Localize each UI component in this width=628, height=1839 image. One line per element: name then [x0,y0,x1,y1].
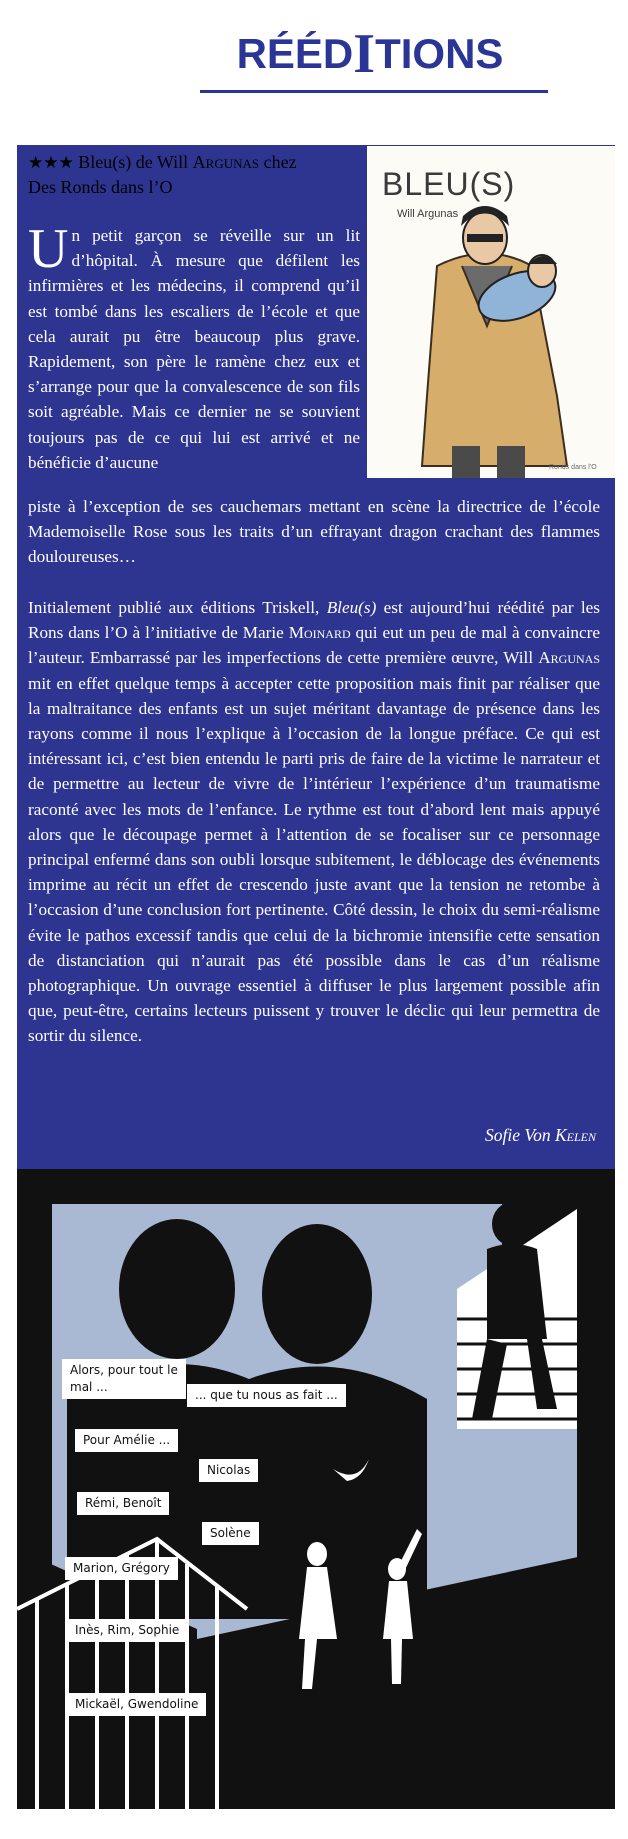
book-cover-image [367,146,615,478]
signature-last: Kelen [554,1125,596,1145]
author-name: Argunas [192,152,260,172]
section-title-part2: TIONS [375,30,504,77]
section-title [200,22,540,86]
review-signature [485,1125,596,1146]
comic-panel [17,1169,615,1809]
paragraph-1-top-text: n petit garçon se réveille sur un lit d’hôpital. À mesure que défilent les infirmières et les médecins, il comprend qu’il est tombé dans les escaliers de l’école et que cela aurait pu être beaucoup plus grave. Rapidement, son père le ramène chez eux et s’arrange pour que la convalescence de son fils soit agréable. Mais ce dernier ne se souvient toujours pas de ce qui lui est arrivé et ne bénéficie d’aucune [28,226,360,472]
review-paragraph-1-bottom: piste à l’exception de ses cauchemars mettant en scène la directrice de l’école Mademoiselle Rose sous les traits d’un effrayant dragon crachant des flammes douloureuses… [28,497,600,567]
comic-caption: Pour Amélie ... [75,1429,178,1452]
publisher-name: Des Ronds dans l’O [28,177,173,197]
review-paragraph-2 [28,595,600,1049]
para2-text-a: Initialement publié aux éditions Triskell, [28,598,327,617]
drop-cap: U [28,218,69,280]
review-paragraph-1-top [28,218,360,475]
title-underline [200,90,548,93]
section-title-big-letter: I [353,23,376,85]
comic-caption: Marion, Grégory [65,1557,178,1580]
para2-text-d: mit en effet quelque temps à accepter cette proposition mais finit par réaliser que la maltraitance des enfants est un sujet méritant davantage de présence dans les rayons comme il nous l’explique à l’occasion de la longue préface. Ce qui est intéressant ici, c’est bien entendu le parti pris de faire de la victime le narrateur et de permettre au lecteur de vivre de l’intérieur l’expérience d’un traumatisme raconté avec les mots de l’enfance. Le rythme est tout d’abord lent mais appuyé alors que le découpage permet à l’attention de se focaliser sur ce personnage principal enfermé dans son oubli lorsque subitement, le déblocage des événements imprime au récit un effet de crescendo juste avant que la tension ne retombe à l’occasion d’une conclusion fort pertinente. Côté dessin, le choix du semi-réalisme évite le pathos excessif tandis que celui de la bichromie intensifie cette sensation de distanciation qui n’aurait pas été possible dans le cas d’un réalisme photographique. Un ouvrage essentiel à diffuser le plus largement possible afin que, peut-être, certains lecteurs puissent y trouver le déclic qui leur permettra de sortir du silence. [28,673,600,1046]
headline-chez: chez [259,152,297,172]
comic-caption: Nicolas [199,1459,258,1482]
review-headline [28,150,368,199]
comic-caption: ... que tu nous as fait ... [187,1384,346,1407]
comic-caption: Rémi, Benoît [77,1492,169,1515]
para2-text-b: est aujourd’hui réédité par les Rons dans l’O à l’initiative de Marie [28,598,600,643]
signature-first: Sofie Von [484,1125,555,1145]
cover-author: Will Argunas [397,208,459,220]
headline-by: de Will [131,152,193,172]
comic-caption: Alors, pour tout le mal ... [62,1359,186,1399]
book-title: Bleu(s) [78,152,132,172]
para2-text-c: qui eut un peu de mal à convaincre l’auteur. Embarrassé par les imperfections de cette première œuvre, Will [28,623,600,668]
para2-name-moinard: Moinard [288,623,351,643]
para2-book-title: Bleu(s) [326,598,377,617]
cover-publisher: Ronds dans l'O [549,464,597,471]
rating-stars: ★★★ [28,153,74,173]
comic-caption: Solène [202,1522,259,1545]
para2-name-argunas: Argunas [538,648,600,668]
comic-caption: Mickaël, Gwendoline [67,1693,206,1716]
comic-caption: Inès, Rim, Sophie [67,1619,187,1642]
cover-title: BLEU(S) [382,166,516,202]
section-title-part1: RÉÉD [236,30,354,77]
